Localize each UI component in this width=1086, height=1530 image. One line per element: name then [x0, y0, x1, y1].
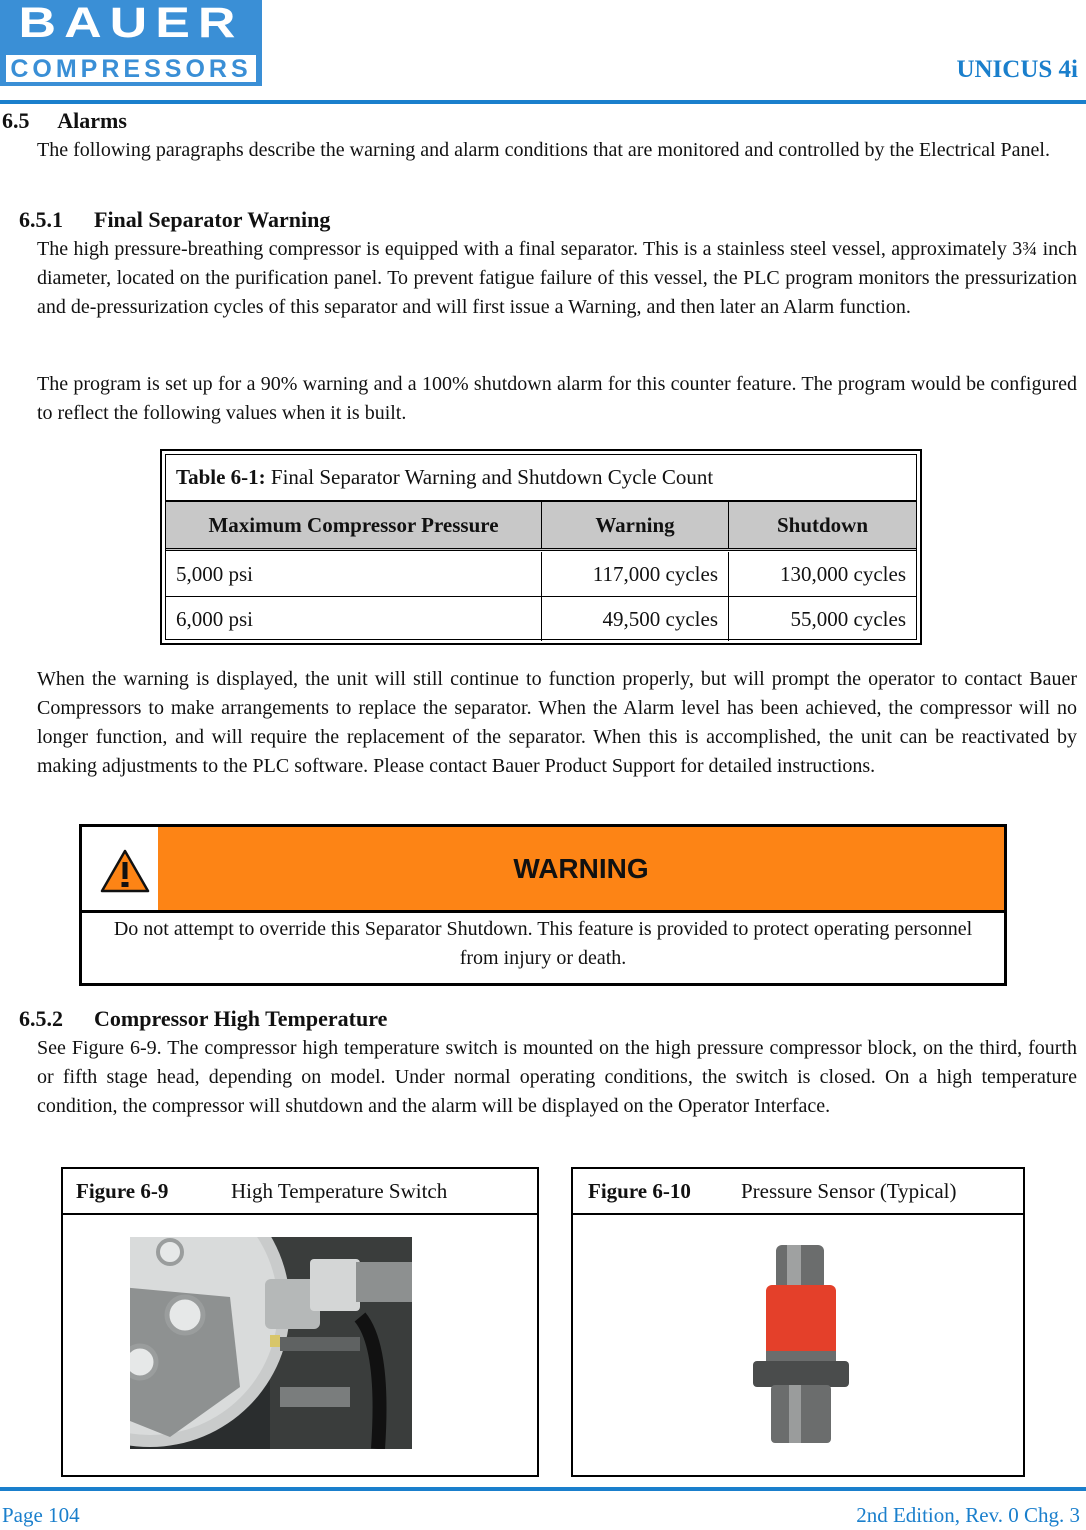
figure-title: Pressure Sensor (Typical): [741, 1179, 957, 1203]
product-name: UNICUS 4i: [956, 56, 1078, 83]
warning-icon-cell: [82, 827, 158, 910]
page-number: Page 104: [2, 1503, 80, 1527]
figure-label: Figure 6-10: [588, 1179, 691, 1203]
section-heading: [2, 108, 127, 134]
footer-rule: [0, 1487, 1086, 1491]
column-header-shutdown: Shutdown: [776, 513, 869, 537]
cell-shutdown: 130,000 cycles: [780, 562, 906, 586]
subsection-title: Final Separator Warning: [94, 207, 331, 232]
table-row: [166, 597, 916, 641]
warning-title: WARNING: [513, 853, 649, 884]
cycle-count-table: [160, 449, 922, 645]
column-header-pressure: Maximum Compressor Pressure: [166, 502, 542, 548]
subsection-heading-high-temperature: [19, 1006, 387, 1032]
subsection-number: 6.5.1: [19, 207, 63, 232]
warning-box: [79, 824, 1007, 986]
warning-divider: [82, 910, 1004, 913]
section-number: 6.5: [2, 108, 30, 133]
cell-pressure: 6,000 psi: [166, 597, 542, 641]
cell-warning: 117,000 cycles: [542, 552, 729, 596]
table-header-row: [166, 502, 916, 551]
table-caption: [166, 455, 916, 502]
table-row: [166, 552, 916, 597]
cell-pressure: 5,000 psi: [166, 552, 542, 596]
subsection-number: 6.5.2: [19, 1006, 63, 1031]
warning-triangle-icon: [100, 849, 150, 893]
subsection-title: Compressor High Temperature: [94, 1006, 388, 1031]
logo-compressors-text: COMPRESSORS: [6, 55, 256, 82]
final-separator-paragraph-1: The high pressure-breathing compressor is equipped with a final separator. This is a stainless steel vessel, approximately 3¾ inch diameter, located on the purification panel. To prevent fatigue failure of this vessel, the PLC program monitors the pressurization and de-pressurization cycles of this separator and will first issue a Warning, and then later an Alarm function.: [37, 238, 1077, 318]
figure-title: High Temperature Switch: [231, 1179, 448, 1203]
high-temperature-switch-photo: [130, 1237, 412, 1449]
high-temperature-paragraph: See Figure 6-9. The compressor high temperature switch is mounted on the high pressure compressor block, on the third, fourth or fifth stage head, depending on model. Under normal operating conditions, the switch is closed. On a high temperature condition, the compressor will shutdown and the alarm will be displayed on the Operator Interface.: [37, 1037, 1077, 1117]
subsection-heading-final-separator: [19, 207, 330, 233]
final-separator-paragraph-3: When the warning is displayed, the unit will still continue to function properly, but will prompt the operator to contact Bauer Compressors to make arrangements to replace the separator. When the Alarm level has been achieved, the compressor will no longer function, and will require the replacement of the separator. When this is accomplished, the unit can be reactivated by making adjustments to the PLC software. Please contact Bauer Product Support for detailed instructions.: [37, 668, 1077, 777]
pressure-sensor-photo: [751, 1245, 851, 1445]
figure-pressure-sensor: [571, 1167, 1025, 1477]
final-separator-paragraph-2: The program is set up for a 90% warning and a 100% shutdown alarm for this counter feature. The program would be configured to reflect the following values when it is built.: [37, 373, 1077, 424]
logo-bauer-text: BAUER: [18, 0, 244, 47]
table-label: Table 6-1:: [176, 465, 266, 489]
cell-shutdown: 55,000 cycles: [790, 607, 906, 631]
section-intro: The following paragraphs describe the warning and alarm conditions that are monitored and controlled by the Electrical Panel.: [37, 139, 1050, 161]
header-rule: [0, 100, 1086, 104]
figure-caption: [573, 1169, 1023, 1215]
warning-body: Do not attempt to override this Separator Shutdown. This feature is provided to protect operating personnel from injury or death.: [113, 918, 973, 969]
figure-caption: [63, 1169, 537, 1215]
figure-high-temperature-switch: [61, 1167, 539, 1477]
warning-header-band: [158, 827, 1004, 910]
bauer-logo: [0, 0, 262, 86]
figure-label: Figure 6-9: [76, 1179, 169, 1203]
section-title: Alarms: [57, 108, 127, 133]
cell-warning: 49,500 cycles: [542, 597, 729, 641]
table-caption-text: Final Separator Warning and Shutdown Cycle Count: [270, 465, 714, 489]
edition-info: 2nd Edition, Rev. 0 Chg. 3: [856, 1503, 1080, 1527]
column-header-warning: Warning: [542, 502, 729, 548]
